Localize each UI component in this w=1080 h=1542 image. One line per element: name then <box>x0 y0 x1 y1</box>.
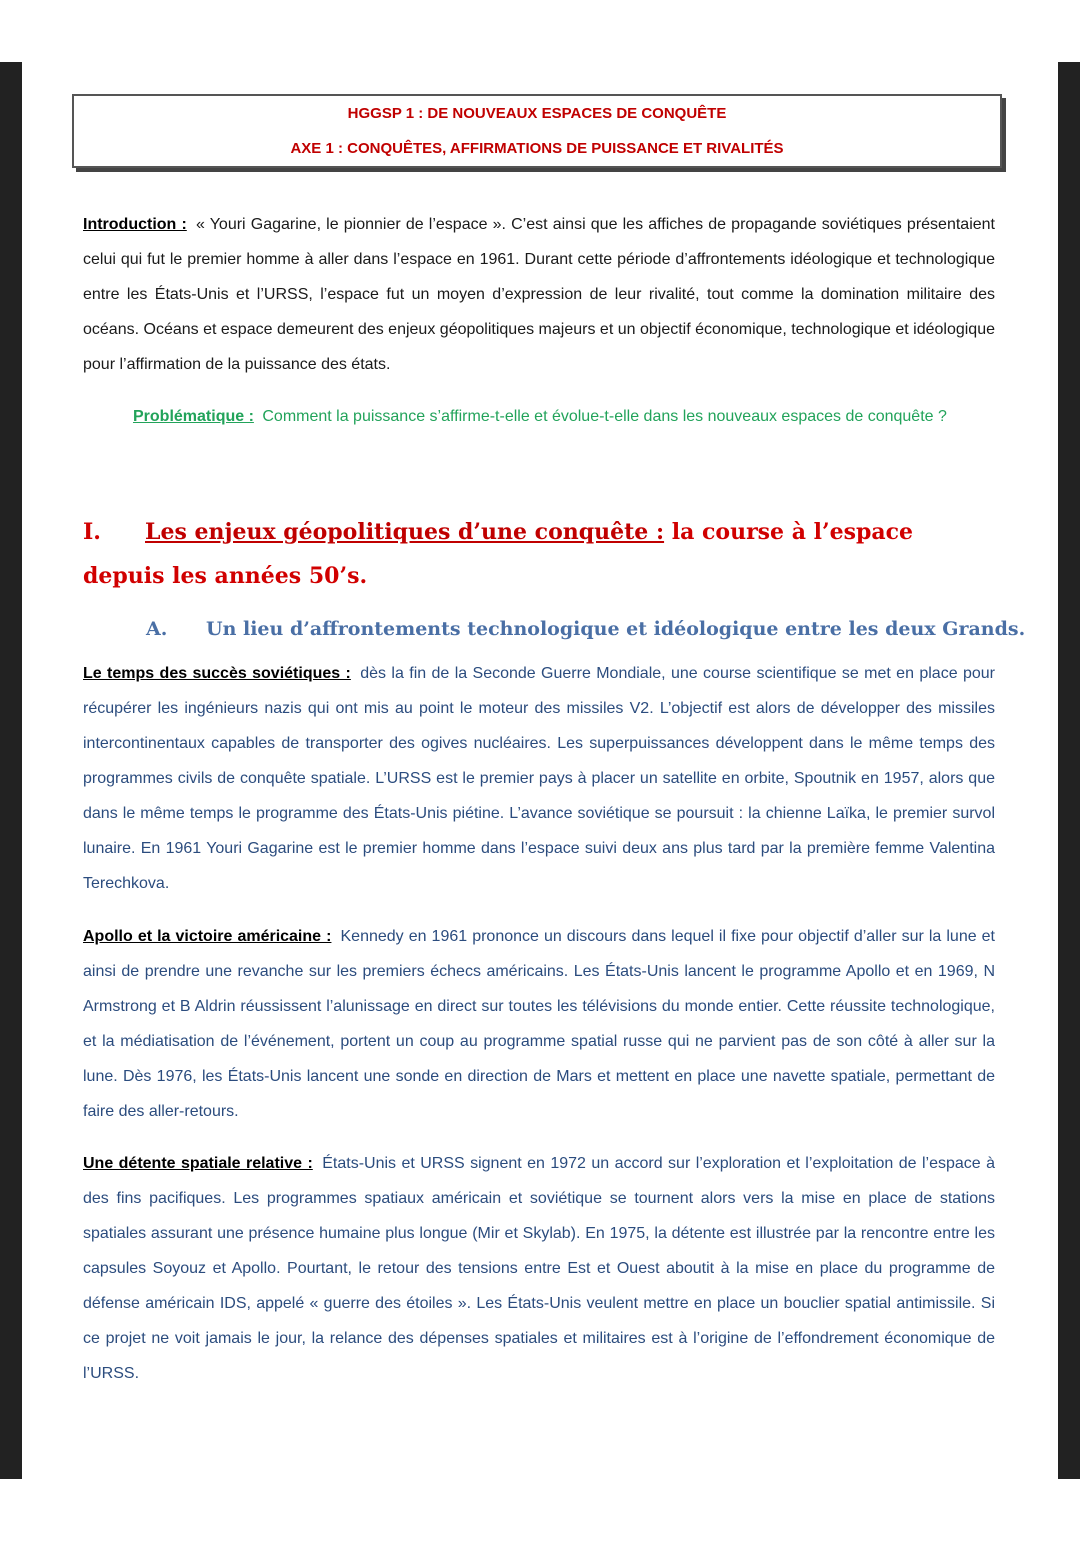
paragraph-space-detente <box>83 1146 995 1391</box>
paragraph-label: Une détente spatiale relative : <box>83 1155 313 1172</box>
introduction-paragraph <box>83 207 995 382</box>
paragraph-text: dès la fin de la Seconde Guerre Mondiale, une course scientifique se met en place pour récupérer les ingénieurs nazis qui ont mis au point le moteur des missiles V2. L’objectif est alors de développer des missiles intercontinentaux capables de transporter des ogives nucléaires. Les superpuissances développent dans le même temps des programmes civils de conquête spatiale. L’URSS est le premier pays à placer un satellite en orbite, Spoutnik en 1957, alors que dans le même temps le programme des États-Unis piétine. L’avance soviétique se poursuit : la chienne Laïka, le premier survol lunaire. En 1961 Youri Gagarine est le premier homme dans l’espace suivi deux ans plus tard par la première femme Valentina Terechkova. <box>83 665 995 892</box>
subsection-title: Un lieu d’affrontements technologique et idéologique entre les deux Grands. <box>206 618 1026 640</box>
paragraph-soviet-successes <box>83 656 995 901</box>
paragraph-label: Apollo et la victoire américaine : <box>83 928 332 945</box>
problematique-label: Problématique : <box>133 408 254 425</box>
paragraph-label: Le temps des succès soviétiques : <box>83 665 351 682</box>
header-title: HGGSP 1 : DE NOUVEAUX ESPACES DE CONQUÊTE <box>347 105 727 122</box>
section-number: I. <box>83 519 101 545</box>
subsection-heading <box>146 618 1025 640</box>
left-scan-border <box>0 62 22 1479</box>
paragraph-text: Kennedy en 1961 prononce un discours dans lequel il fixe pour objectif d’aller sur la lune et ainsi de prendre une revanche sur les premiers échecs américains. Les États-Unis lancent le programme Apollo et en 1969, N Armstrong et B Aldrin réussissent l’alunissage en direct sur toutes les télévisions du monde entier. Cette réussite technologique, et la médiatisation de l’événement, portent un coup au programme spatial russe qui ne parvient pas de son côté à aller sur la lune. Dès 1976, les États-Unis lancent une sonde en direction de Mars et mettent en place une navette spatiale, permettant de faire des aller-retours. <box>83 928 996 1120</box>
header-subtitle: AXE 1 : CONQUÊTES, AFFIRMATIONS DE PUISSANCE ET RIVALITÉS <box>290 140 784 157</box>
section-title-underlined: Les enjeux géopolitiques d’une conquête : <box>145 519 665 545</box>
paragraph-apollo <box>83 919 995 1129</box>
introduction-label: Introduction : <box>83 216 187 233</box>
right-scan-border <box>1058 62 1080 1479</box>
document-header-box <box>72 94 1002 168</box>
section-title-rest: la course à l’espace depuis les années 50’s. <box>83 519 914 589</box>
subsection-letter: A. <box>146 618 168 640</box>
paragraph-text: États-Unis et URSS signent en 1972 un accord sur l’exploration et l’exploitation de l’espace à des fins pacifiques. Les programmes spatiaux américain et soviétique se tournent alors vers la mise en place de stations spatiales assurant une présence humaine plus longue (Mir et Skylab). En 1975, la détente est illustrée par la rencontre entre les capsules Soyouz et Apollo. Pourtant, le retour des tensions entre Est et Ouest aboutit à la mise en place du programme de défense américain IDS, appelé « guerre des étoiles ». Les États-Unis veulent mettre en place un bouclier spatial antimissile. Si ce projet ne voit jamais le jour, la relance des dépenses spatiales et militaires est à l’origine de l’effondrement économique de l’URSS. <box>83 1155 996 1382</box>
problematique-paragraph <box>83 399 995 434</box>
section-heading <box>83 510 995 598</box>
problematique-text: Comment la puissance s’affirme-t-elle et évolue-t-elle dans les nouveaux espaces de conquête ? <box>262 408 947 425</box>
introduction-text: « Youri Gagarine, le pionnier de l’espace ». C’est ainsi que les affiches de propagande soviétiques présentaient celui qui fut le premier homme à aller dans l’espace en 1961. Durant cette période d’affrontements idéologique et technologique entre les États-Unis et l’URSS, l’espace fut un moyen d’expression de leur rivalité, tout comme la domination militaire des océans. Océans et espace demeurent des enjeux géopolitiques majeurs et un objectif économique, technologique et idéologique pour l’affirmation de la puissance des états. <box>83 216 995 373</box>
